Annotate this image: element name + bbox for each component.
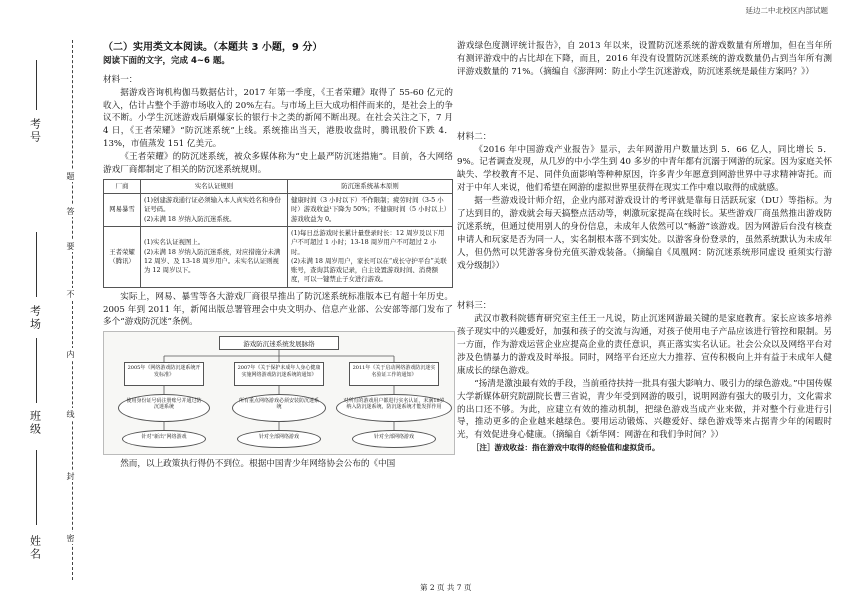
table-cell-auth: (1)创建游戏通行证必须输入本人真实姓名和身份证号码。 (2)未满 18 岁纳入防沉迷系统。 xyxy=(141,194,288,227)
material2-para1: 《2016 年中国游戏产业报告》显示，去年网游用户数量达到 5．66 亿人，同比增长 5．9%。记者调查发现，从几岁的中小学生到 40 多岁的中青年都有沉溺于网游的玩家。因为家庭关怀缺失、学校教育不足、同伴负面影响等种种原因，许多青少年愿意到网游世界中寻求精神寄托。而对于中年人来说，他们希望在网游的虚拟世界里获得在现实工作中难以取得的成就感。 xyxy=(457,144,832,194)
seal-dashed-line xyxy=(72,40,73,580)
material1-label: 材料一： xyxy=(103,74,138,85)
table-cell-rule: 健康时间（3 小时以下）不作限制；疲劳时间（3-5 小时）游戏收益¹下降为 50%；不健康时间（5 小时以上）游戏收益为 0。 xyxy=(288,194,453,227)
diagram-scope-oval: 针对全部网络游戏 xyxy=(352,430,436,448)
diagram-scope-oval: 针对全部网络游戏 xyxy=(237,430,321,448)
table-cell-auth: (1)实名认证视图上。 (2)未满 18 岁纳入防沉迷系统，对应措施分未满 12 周岁、及 13-18 周岁用户。未实名认证则视为 12 周岁以下。 xyxy=(141,227,288,288)
diagram-title: 游戏防沉迷系统发展脉络 xyxy=(219,336,339,350)
material2-para2: 据一些游戏设计师介绍，企业内部对游戏设计的考评就是靠每日活跃玩家（DU）等指标。为了达到目的，游戏就会每天搞整点活动等，刺激玩家提高在线时长。某些游戏厂商虽然推出游戏防沉迷系统，但通过使用别人的身份信息，未成年人依然可以“畅游”该游戏。因为网游后台没有核查申请人和玩家是否为同一人，实名制根本落不到实处。以游客身份登录的，虽然系统默认为未成年人，但仍然可以凭游客身份充值买游戏装备。（摘编自《凤凰网：防沉迷系统形同虚设 亟须实行游戏分级制》） xyxy=(457,196,832,271)
name-label: 姓名 xyxy=(28,535,42,561)
material1-para4: 然而，以上政策执行得仍不到位。根据中国青少年网络协会公布的《中国 xyxy=(120,459,396,470)
anti-addiction-rules-table xyxy=(103,179,453,288)
diagram-measure-oval: 所有重点网络游戏必须安装防沉迷系统 xyxy=(232,394,326,422)
header-note: 延边二中北校区内部试题 xyxy=(745,6,828,15)
table-header: 实名认证规则 xyxy=(141,179,288,193)
table-header: 防沉迷系统基本原则 xyxy=(288,179,453,193)
section-instruction: 阅读下面的文字，完成 4~6 题。 xyxy=(103,56,230,66)
table-cell-rule: (1)每日总游戏时长累计量登录时长：12 周岁及以下用户不可超过 1 小时；13-18 周岁用户不可超过 2 小时。 (2)未满 18 周岁用户，家长可以在“成长守护平台”关联账号，查询其游戏记录，自主设置游戏时间、消费额度，可以一键禁止子女进行游戏。 xyxy=(288,227,453,288)
room-label: 考场 xyxy=(28,305,42,331)
seal-char: 密 xyxy=(66,534,75,542)
diagram-measure-oval: 对所有的游戏用户都进行实名认证，未满18岁纳入防沉迷系统，防沉迷系统才能发挥作用 xyxy=(336,394,452,422)
material1-para3: 实际上，网易、暴雪等各大游戏厂商很早推出了防沉迷系统标准版本已有超十年历史。2005 年到 2011 年，新闻出版总署管理会中央文明办、信息产业部、公安部等部门发布了多个“游戏防沉迷”条例。 xyxy=(103,291,453,328)
seal-char: 线 xyxy=(66,410,75,418)
diagram-measure-oval: 使用身份证号码注册账号并通过防沉迷系统 xyxy=(118,394,210,422)
seal-char: 不 xyxy=(66,290,75,298)
diagram-scope-oval: 针对“新出”网络游戏 xyxy=(122,430,206,448)
seal-char: 要 xyxy=(66,242,75,250)
diagram-year-box: 2005年《网络游戏防沉迷系统开发标准》 xyxy=(124,362,204,386)
table-cell-vendor: 网易暴雪 xyxy=(104,194,141,227)
seat-line xyxy=(36,60,37,110)
diagram-year-box: 2007年《关于保护未成年人身心健康实施网络游戏防沉迷系统的通知》 xyxy=(234,362,324,386)
seal-char: 题 xyxy=(66,172,75,180)
binding-strip xyxy=(0,0,100,607)
left-column xyxy=(103,40,453,471)
section-title: （二）实用类文本阅读。（本题共 3 小题，9 分） xyxy=(103,42,323,53)
class-line xyxy=(36,338,37,403)
right-column xyxy=(457,40,832,454)
diagram-year-box: 2011年《关于启动网络游戏防沉迷实名验证工作的通知》 xyxy=(349,362,439,386)
table-header: 厂商 xyxy=(104,179,141,193)
name-line xyxy=(36,450,37,525)
table-cell-vendor: 王者荣耀（腾讯） xyxy=(104,227,141,288)
seal-char: 内 xyxy=(66,350,75,358)
seal-char: 封 xyxy=(66,472,75,480)
material2-label: 材料二： xyxy=(457,131,492,142)
seal-char: 答 xyxy=(66,207,75,215)
footnote: ［注］游戏收益：指在游戏中取得的经验值和虚拟货币。 xyxy=(472,443,660,453)
page-number: 第 2 页 共 7 页 xyxy=(420,582,472,592)
table-row xyxy=(104,227,453,288)
material1-para1: 据游戏咨询机构伽马数据估计，2017 年第一季度，《王者荣耀》取得了 55-60 亿元的收入，估计占整个手游市场收入的 20%左右。与市场上巨大成功相伴而来的，是社会上的争议不断。小学生沉迷游戏后刷爆家长的银行卡之类的新闻不断出现。在社会关注之下，7 月 4 日，《王者荣耀》“防沉迷系统”上线。系统推出当天，港股收盘时，腾讯股价下跌 4．13%，市值蒸发 151 亿美元。 xyxy=(103,87,453,150)
material1-para2: 《王者荣耀》的防沉迷系统，被众多媒体称为“史上最严防沉迷措施”。目前，各大网络游戏厂商都制定了相关的防沉迷系统规则。 xyxy=(103,152,453,175)
material3-para1: 武汉市教科院德育研究室主任王一凡说，防止沉迷网游最关键的是家庭教育。家长应该多培养孩子现实中的兴趣爱好，加强和孩子的交流与沟通，对孩子使用电子产品应该进行管控和限制。另一方面，作为游戏运营企业应提高企业的责任意识，真正落实实名认证。社会公众以及网络平台对涉及色情暴力的游戏及时举报。同时，网络平台还应大力推荐、宣传积极向上并有益于未成年人健康成长的绿色游戏。 xyxy=(457,314,832,376)
policy-timeline-diagram xyxy=(103,331,455,455)
class-label: 班级 xyxy=(28,410,42,436)
material3-label: 材料三： xyxy=(457,301,492,312)
table-row xyxy=(104,194,453,227)
material3-para2: “扬清是激浊最有效的手段，当前亟待扶持一批具有强大影响力、吸引力的绿色游戏。”中国传媒大学新媒体研究院副院长曹三省说，青少年受到网游的吸引，说明网游有强大的吸引力，文化需求的出口还不够。为此，应建立有效的推动机制，把绿色游戏当成产业来做，并对整个行业进行引导，推动更多的企业越来越绿色。要用运动锻炼、兴趣爱好、绿色游戏等来占据青少年的闲暇时光，有效促进身心健康。（摘编自《新华网：网游在和我们争时间？》） xyxy=(457,378,832,441)
material1-continuation: 游戏绿色度测评统计报告》，自 2013 年以来，设置防沉迷系统的游戏数量有所增加，但在当年所有测评游戏中的占比却在下降，而且，2016 年没有设置防沉迷系统的游戏数量仍占到当年所有测评游戏数量的 71%。（摘编自《澎湃网：防止小学生沉迷游戏，防沉迷系统是最佳方案吗？》） xyxy=(457,41,832,77)
room-line xyxy=(36,232,37,297)
seat-label: 考号 xyxy=(28,118,42,144)
